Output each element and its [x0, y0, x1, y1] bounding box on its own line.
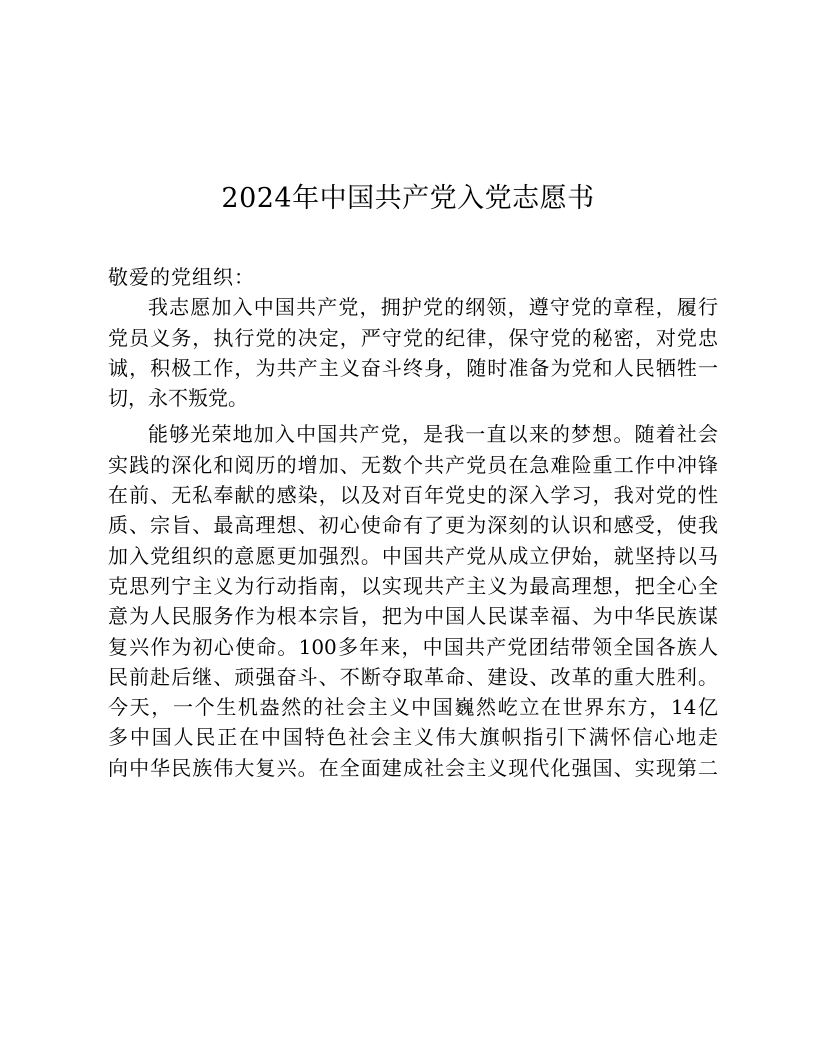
- paragraph-line: 我志愿加入中国共产党，拥护党的纲领，遵守党的章程，履行: [148, 295, 718, 320]
- paragraph-line: 能够光荣地加入中国共产党，是我一直以来的梦想。随着社会: [148, 422, 718, 447]
- paragraph-line: 实践的深化和阅历的增加、无数个共产党员在急难险重工作中冲锋: [108, 452, 718, 477]
- paragraph-line: 质、宗旨、最高理想、初心使命有了更为深刻的认识和感受，使我: [108, 513, 718, 538]
- paragraph-line: 民前赴后继、顽强奋斗、不断夺取革命、建设、改革的重大胜利。: [108, 664, 718, 689]
- paragraph-1: [108, 292, 718, 413]
- paragraph-line: 在前、无私奉献的感染，以及对百年党史的深入学习，我对党的性: [108, 483, 718, 508]
- paragraph-line: 克思列宁主义为行动指南，以实现共产主义为最高理想，把全心全: [108, 573, 718, 598]
- paragraph-line: 党员义务，执行党的决定，严守党的纪律，保守党的秘密，对党忠: [108, 325, 718, 350]
- paragraph-line: 复兴作为初心使命。100多年来，中国共产党团结带领全国各族人: [108, 634, 718, 659]
- paragraph-line: 向中华民族伟大复兴。在全面建成社会主义现代化强国、实现第二: [108, 755, 718, 780]
- paragraph-2: [108, 419, 718, 783]
- paragraph-line: 今天，一个生机盎然的社会主义中国巍然屹立在世界东方，14亿: [108, 695, 718, 720]
- paragraph-line: 切，永不叛党。: [108, 386, 248, 411]
- paragraph-line: 诚，积极工作，为共产主义奋斗终身，随时准备为党和人民牺牲一: [108, 355, 718, 380]
- salutation: 敬爱的党组织：: [108, 265, 255, 289]
- paragraph-line: 加入党组织的意愿更加强烈。中国共产党从成立伊始，就坚持以马: [108, 543, 718, 568]
- document-title: 2024年中国共产党入党志愿书: [221, 183, 595, 214]
- paragraph-line: 意为人民服务作为根本宗旨，把为中国人民谋幸福、为中华民族谋: [108, 604, 718, 629]
- document-body: [108, 262, 718, 783]
- paragraph-line: 多中国人民正在中国特色社会主义伟大旗帜指引下满怀信心地走: [108, 725, 718, 750]
